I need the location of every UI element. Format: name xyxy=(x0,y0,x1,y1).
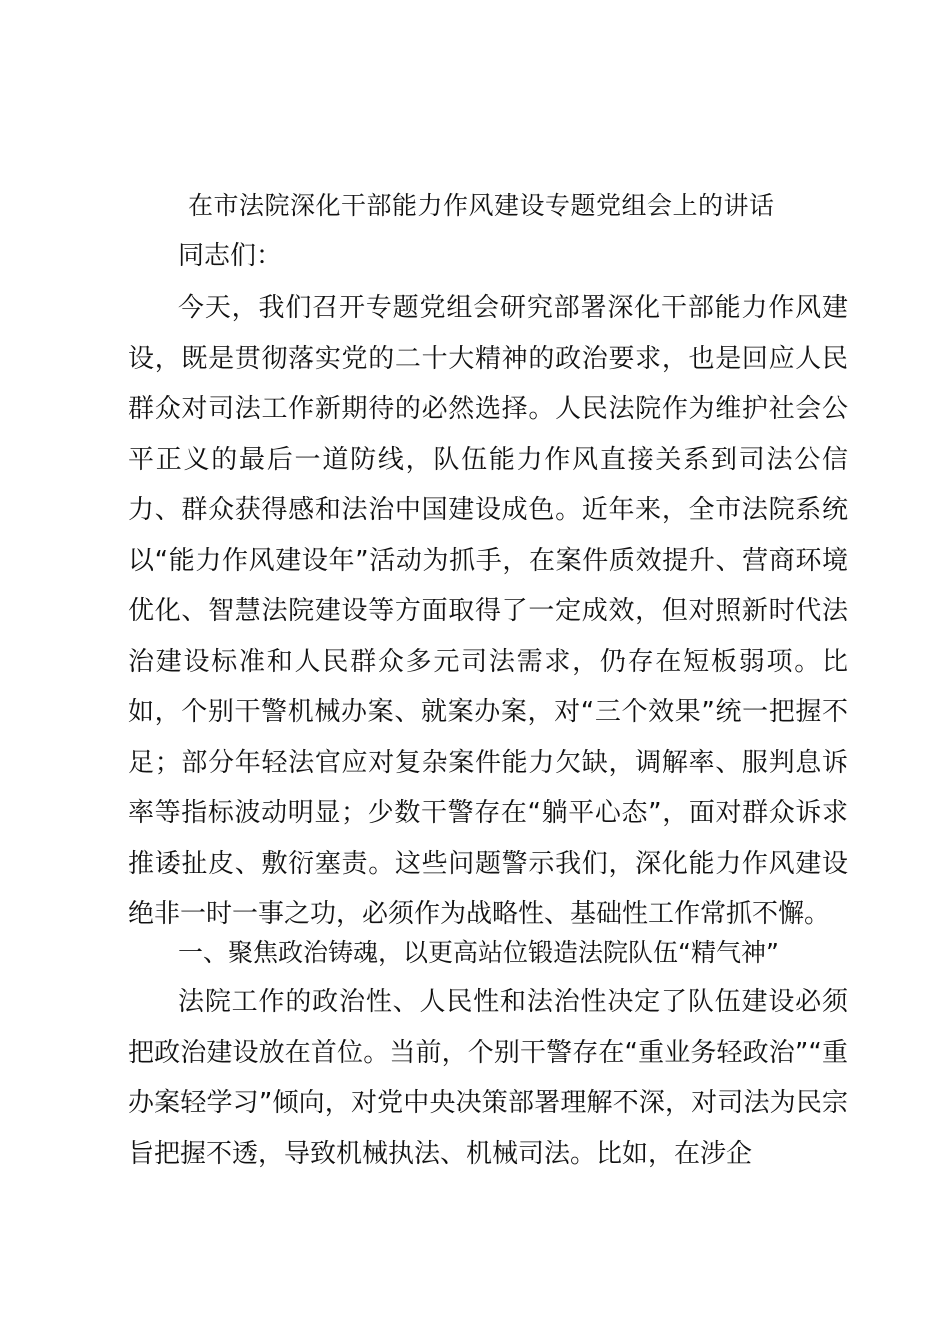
greeting: 同志们： xyxy=(178,241,283,271)
section-heading-1: 一、聚焦政治铸魂，以更高站位锻造法院队伍“精气神” xyxy=(178,938,779,967)
paragraph-intro: 今天，我们召开专题党组会研究部署深化干部能力作风建设，既是贯彻落实党的二十大精神的政治要求，也是回应人民群众对司法工作新期待的必然选择。人民法院作为维护社会公平正义的最后一道防线，队伍能力作风直接关系到司法公信力、群众获得感和法治中国建设成色。近年来，全市法院系统以“能力作风建设年”活动为抓手，在案件质效提升、营商环境优化、智慧法院建设等方面取得了一定成效，但对照新时代法治建设标准和人民群众多元司法需求，仍存在短板弱项。比如，个别干警机械办案、就案办案，对“三个效果”统一把握不足；部分年轻法官应对复杂案件能力欠缺，调解率、服判息诉率等指标波动明显；少数干警存在“躺平心态”，面对群众诉求推诿扯皮、敷衍塞责。这些问题警示我们，深化能力作风建设绝非一时一事之功，必须作为战略性、基础性工作常抓不懈。 xyxy=(128,293,848,929)
paragraph-section-1: 法院工作的政治性、人民性和法治性决定了队伍建设必须把政治建设放在首位。当前，个别干警存在“重业务轻政治”“重办案轻学习”倾向，对党中央决策部署理解不深，对司法为民宗旨把握不透，导致机械执法、机械司法。比如，在涉企 xyxy=(128,987,848,1169)
document-title: 在市法院深化干部能力作风建设专题党组会上的讲话 xyxy=(188,191,775,220)
